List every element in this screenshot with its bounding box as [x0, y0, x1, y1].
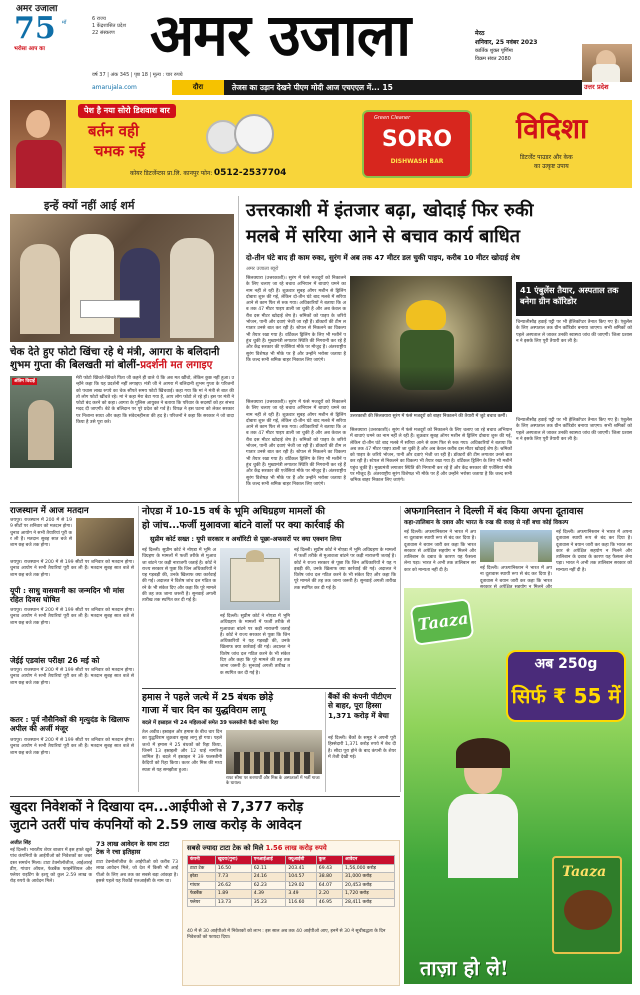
tea-slogan: ताज़ा हो ले! — [420, 956, 509, 980]
ad-line2b: चमक नई — [94, 142, 145, 160]
strip-tag: दौरा — [172, 80, 224, 95]
soro-badge: Green Cleaner — [374, 115, 411, 121]
table-cell: फेडबैंक — [188, 890, 216, 899]
hamas-headline-2[interactable]: गाजा में चार दिन का युद्धविराम लागू — [142, 705, 266, 716]
modi-photo — [582, 44, 632, 82]
table-cell: 20,453 करोड़ — [343, 881, 395, 890]
masthead — [0, 0, 640, 98]
ipo-table-footer: 40 में से 30 आईपीओ में निवेशकों को लाभ : इस साल अब तक 40 आईपीओ आए, इनमें से 30 ने सूचीबद्धता के दिन निवेशकों को फायदा दिया। — [187, 929, 386, 941]
noida-subhead: सुप्रीम कोर्ट सख्त : यूपी सरकार व अथॉरिटी से पूछा-अफसरों पर क्या एक्शन लिया — [150, 535, 342, 543]
raj-story4[interactable]: कतर : पूर्व नौसैनिकों की मृत्युदंड के खिलाफ अपील की अर्जी मंजूर — [10, 715, 130, 733]
table-cell: 38.80 — [316, 873, 342, 882]
table-header-cell: एनआईआई — [251, 856, 286, 865]
edition-point: 6 राज्य — [92, 16, 106, 22]
raj-story2[interactable]: यूपी : साधु वासवानी का जन्मदिन भी मांस रहित दिवस घोषित — [10, 586, 125, 604]
table-cell: 1,56,000 करोड़ — [343, 864, 395, 873]
strip-headline[interactable]: तेजस का उड़ान देखने पीएम मोदी आज एचएएल में... 15 — [232, 83, 393, 92]
table-row — [188, 890, 395, 899]
table-cell: 24.16 — [251, 873, 286, 882]
ipo-table-title — [187, 844, 327, 852]
lead-body-col2: सिलक्यारा (उत्तरकाशी)। सुरंग में फंसे मजदूरों को निकालने के लिए चलाए जा रहे बचाव अभियान में बाधाएं थमने का नाम नहीं ले रही हैं। शुक्रवार सुबह ऑगर मशीन से ड्रिलिंग दोबारा शुरू की गई, लेकिन दो-तीन घंटे बाद मलबे में सरिया आने से काम फिर से रुक गया। अधिकारियों ने बताया कि अब तक 47 मीटर पाइप डाली जा चुकी है और अब केवल करीब दस मीटर खोदाई शेष है। श्रमिकों को पाइप के जरिये भोजन, पानी और दवाएं भेजी जा रही हैं। डॉक्टरों की टीम लगातार उनसे बात कर रही है। स्टेपल से निकलने का विकल्प भी तैयार रखा गया है। वर्टिकल ड्रिलिंग के लिए भी मशीनें पहुंच चुकी हैं। मुख्यमंत्री लगातार स्थिति की निगरानी कर रहे हैं और केंद्र सरकार की एजेंसियां मौके पर मौजूद हैं। अंतरराष्ट्रीय सुरंग विशेषज्ञ भी मौके पर हैं और उन्होंने भरोसा जताया है कि जल्द सभी श्रमिक बाहर निकाल लिए जाएंगे। — [350, 428, 512, 484]
table-header-cell: आवेदन — [343, 856, 395, 865]
advert-taaza[interactable] — [404, 588, 632, 984]
afghan-subhead: कहा-तालिबान के दबाव और भारत के रुख की वजह से नहीं बचा कोई विकल्प — [404, 520, 569, 526]
banks-headline[interactable]: बैंकों की कंपनी पीटीएम से बाहर, पूरा हिस्सा 1,371 करोड़ में बेचा — [328, 692, 392, 720]
ipo-headline-1[interactable]: खुदरा निवेशकों ने दिखाया दम...आईपीओ से 7,377 करोड़ — [10, 800, 304, 815]
table-cell: 46.95 — [316, 898, 342, 907]
lead-body-col1b: सिलक्यारा (उत्तरकाशी)। सुरंग में फंसे मजदूरों को निकालने के लिए चलाए जा रहे बचाव अभियान में बाधाएं थमने का नाम नहीं ले रही हैं। शुक्रवार सुबह ऑगर मशीन से ड्रिलिंग दोबारा शुरू की गई, लेकिन दो-तीन घंटे बाद मलबे में सरिया आने से काम फिर से रुक गया। अधिकारियों ने बताया कि अब तक 47 मीटर पाइप डाली जा चुकी है और अब केवल करीब दस मीटर खोदाई शेष है। श्रमिकों को पाइप के जरिये भोजन, पानी और दवाएं भेजी जा रही हैं। डॉक्टरों की टीम लगातार उनसे बात कर रही है। स्टेपल से निकलने का विकल्प भी तैयार रखा गया है। वर्टिकल ड्रिलिंग के लिए भी मशीनें पहुंच चुकी हैं। मुख्यमंत्री लगातार स्थिति की निगरानी कर रहे हैं और केंद्र सरकार की एजेंसियां मौके पर मौजूद हैं। अंतरराष्ट्रीय सुरंग विशेषज्ञ भी मौके पर हैं और उन्होंने भरोसा जताया है कि जल्द सभी श्रमिक बाहर निकाल लिए जाएंगे। — [246, 400, 346, 487]
tea-model — [434, 738, 530, 878]
soro-brand: SORO — [381, 127, 453, 152]
afghan-body-3: नई दिल्ली। अफगानिस्तान ने भारत में अपना दूतावास स्थायी रूप से बंद कर दिया है। दूतावास ने बयान जारी कर कहा कि भारत सरकार से अपेक्षित सहयोग न मिलने और तालिबान के दबाव के कारण यह फैसला लेना पड़ा। भारत ने अभी तक तालिबान सरकार को मान्यता नहीं दी है। — [556, 530, 632, 573]
table-cell: इरेडा — [188, 873, 216, 882]
ipo-headline-2[interactable]: जुटाने उतरीं पांच कंपनियों को 2.59 लाख करोड़ के आवेदन — [10, 818, 302, 833]
table-row — [188, 864, 395, 873]
raj-story3[interactable]: जेईई एडवांस परीक्षा 26 मई को — [10, 656, 100, 665]
left-headline-red: प्रदर्शनी मत लगाइए — [140, 359, 213, 371]
afghan-body-1: नई दिल्ली। अफगानिस्तान ने भारत में अपना दूतावास स्थायी रूप से बंद कर दिया है। दूतावास ने बयान जारी कर कहा कि भारत सरकार से अपेक्षित सहयोग न मिलने और तालिबान के दबाव के कारण यह फैसला लेना पड़ा। भारत ने अभी तक तालिबान सरकार को मान्यता नहीं दी है। — [404, 530, 476, 573]
ad-plates — [206, 114, 276, 164]
small-tagline: माँ — [62, 20, 67, 26]
date: शनिवार, 25 नवंबर 2023 — [475, 39, 538, 46]
table-cell: 26.62 — [215, 881, 251, 890]
table-cell: 69.43 — [316, 864, 342, 873]
lead-photo — [350, 276, 512, 412]
hamas-photo-caption: राफा सीमा पर शरणार्थी और मिस्र के अस्पतालों में भर्ती गाजा के घायल। — [226, 776, 320, 787]
raj-photo — [76, 518, 134, 556]
table-cell: 1,720 करोड़ — [343, 890, 395, 899]
lead-photo-caption: उत्तरकाशी की सिलक्यारा सुरंग में फंसे मजदूरों को बाहर निकालने की तैयारी में जुटे बचाव कर्मी। — [350, 414, 507, 419]
ipo-box-body: टाटा टेक्नोलॉजीज के आईपीओ को करीब 73 लाख आवेदन मिले, जो देश में किसी भी आईपीओ के लिए अब तक का सबसे बड़ा आंकड़ा है। इससे पहले यह रिकॉर्ड एलआईसी के नाम था। — [96, 860, 178, 884]
table-row — [188, 881, 395, 890]
table-cell: 3.49 — [286, 890, 316, 899]
soro-sub: DISHWASH BAR — [390, 158, 444, 165]
table-cell: 1.89 — [215, 890, 251, 899]
edition-point: 1 केंद्रशासित प्रदेश — [92, 23, 126, 29]
soro-pack — [362, 110, 472, 178]
noida-body-1: नई दिल्ली। सुप्रीम कोर्ट ने नोएडा में भूमि अधिग्रहण के मामलों में फर्जी तरीके से मुआवजा बांटने पर कड़ी नाराजगी जताई है। कोर्ट ने राज्य सरकार से पूछा कि जिन अधिकारियों ने यह गड़बड़ी की, उनके खिलाफ क्या कार्रवाई की गई। अदालत ने विशेष जांच दल गठित करने के भी संकेत दिए और कहा कि पूरे मामले की तह तक जाना जरूरी है। सुनवाई अगली तारीख तक स्थगित कर दी गई है। — [142, 548, 216, 604]
offer-badge — [506, 650, 626, 722]
raj-body-2: जयपुर। राजस्थान में 200 में से 199 सीटों पर शनिवार को मतदान होगा। चुनाव आयोग ने सभी तैयारियां पूरी कर ली हैं। मतदान सुबह सात बजे से शाम छह बजे तक होगा। — [10, 560, 134, 578]
offer-weight: अब 250g — [534, 656, 598, 672]
lead-headline-1[interactable]: उत्तरकाशी में इंतजार बढ़ा, खोदाई फिर रुकी — [246, 200, 534, 221]
hamas-headline[interactable]: हमास ने पहले जत्थे में 25 बंधक छोड़े — [142, 692, 274, 703]
table-row — [188, 898, 395, 907]
raj-headline[interactable]: राजस्थान में आज मतदान — [10, 506, 89, 516]
ad-line2a: बर्तन वही — [88, 122, 139, 140]
table-cell: 35.23 — [251, 898, 286, 907]
ipo-byline: अजीत सिंह — [10, 840, 31, 846]
table-cell: 129.02 — [286, 881, 316, 890]
website[interactable]: amarujala.com — [92, 84, 137, 91]
left-small-photo — [10, 376, 72, 468]
noida-body-3: नई दिल्ली। सुप्रीम कोर्ट ने नोएडा में भूमि अधिग्रहण के मामलों में फर्जी तरीके से मुआवजा बांटने पर कड़ी नाराजगी जताई है। कोर्ट ने राज्य सरकार से पूछा कि जिन अधिकारियों ने यह गड़बड़ी की, उनके खिलाफ क्या कार्रवाई की गई। अदालत ने विशेष जांच दल गठित करने के भी संकेत दिए और कहा कि पूरे मामले की तह तक जाना जरूरी है। सुनवाई अगली तारीख तक स्थगित कर दी गई है। — [294, 548, 396, 591]
ad-phone: 0512-2537704 — [213, 168, 287, 178]
afghan-body-2: नई दिल्ली। अफगानिस्तान ने भारत में अपना दूतावास स्थायी रूप से बंद कर दिया है। दूतावास ने बयान जारी कर कहा कि भारत — [480, 566, 552, 584]
side-body: चिन्यालीसौड़ हवाई पट्टी पर भी हेलिकॉप्टर तैनात किए गए हैं। एंबुलेंस के लिए अस्पताल तक ग्रीन कॉरिडोर बनाया जाएगा। सभी श्रमिकों को पहले अस्पताल ले जाकर उनकी स्वास्थ्य जांच की जाएगी। जिला प्रशासन ने इसके लिए पूरी तैयारी कर ली है। — [516, 320, 632, 344]
ipo-table — [187, 855, 395, 907]
hamas-photo — [226, 730, 322, 774]
region-tag: उत्तर प्रदेश — [584, 83, 609, 91]
table-header-cell: कुल — [316, 856, 342, 865]
ad-model-photo — [10, 100, 66, 188]
offer-price: सिर्फ ₹ 55 में — [511, 684, 621, 708]
table-cell: 28,411 करोड़ — [343, 898, 395, 907]
raj-body: जयपुर। राजस्थान में 200 में से 199 सीटों पर शनिवार को मतदान होगा। चुनाव आयोग ने सभी तैयारियां पूरी कर ली हैं। मतदान सुबह सात बजे से शाम छह बजे तक होगा। — [10, 518, 72, 549]
table-cell: 13.73 — [215, 898, 251, 907]
table-cell: 31,000 करोड़ — [343, 873, 395, 882]
afghan-photo — [480, 530, 552, 562]
left-photo-tag: अंतिम विदाई — [14, 379, 35, 384]
vidisha-tag1: डिटर्जेंट पाउडर और केक — [520, 154, 573, 161]
table-cell: 62.23 — [251, 881, 286, 890]
edition-points — [92, 16, 126, 37]
noida-headline[interactable]: नोएडा में 10-15 वर्ष के भूमि अधिग्रहण मामलों की — [142, 506, 326, 517]
info-line: वर्ष 37 | अंक 345 | पृष्ठ 18 | मूल्य : चार रुपये — [92, 72, 183, 78]
raj-body-5: जयपुर। राजस्थान में 200 में से 199 सीटों पर शनिवार को मतदान होगा। चुनाव आयोग ने सभी तैयारियां पूरी कर ली हैं। मतदान सुबह सात बजे से शाम छह बजे तक होगा। — [10, 738, 134, 756]
ipo-body-1: नई दिल्ली। भारतीय शेयर बाजार में इस हफ्ते खुले पांच कंपनियों के आईपीओ को निवेशकों का जबरदस्त समर्थन मिला। टाटा टेक्नोलॉजीज, आईआरईडीए, गांधार ऑयल, फेडबैंक फाइनेंशियल और फ्लेयर राइटिंग के इश्यू को कुल 2.59 लाख करोड़ रुपये के आवेदन मिले। — [10, 848, 92, 885]
ad-company-name: कोयर डिटर्जेन्टस प्रा.लि. कानपुर फोन: — [130, 170, 213, 177]
noida-photo — [220, 548, 290, 610]
left-headline — [10, 346, 234, 372]
ipo-box-title: 73 लाख आवेदन के साथ टाटा टेक ने रचा इतिहास — [96, 840, 169, 856]
city: मेरठ — [475, 30, 485, 37]
advert-soro[interactable] — [10, 100, 632, 188]
vidisha-tag2: का उत्कृष्ट उपाय — [534, 163, 569, 170]
ipo-table-header — [188, 856, 395, 865]
noida-headline-2[interactable]: हो जांच...फर्जी मुआवजा बांटने वालों पर क्या कार्रवाई की — [142, 520, 345, 531]
vikram-samvat: विक्रम संवत 2080 — [475, 56, 511, 62]
lead-subhead: दो-तीन घंटे बाद ही काम रुका, सुरंग में अब तक 47 मीटर डल चुकी पाइप, करीब 10 मीटर खोदाई शेष — [246, 253, 520, 262]
left-story-body: मेरी फोटो खिंचते-खिंचते पिता जी कहने ही वाले थे कि अब मत खींचो, लेकिन कुछ नहीं हुआ। उन्होंने कहा कि यह प्रदर्शनी नहीं लगाइए। मंत्री जी ने आगरा में बलिदानी शुभम गुप्ता के परिजनों को पचास लाख रुपये का चेक सौंपते समय फोटो खिंचवाई। कहा गया कि मां ने मंत्री से बात की तो लोग फोटो खींचते रहे। मां ने कहा मेरा बेटा गया है, आप लोग फोटो ले रहे हो। इस पर मंत्री ने फोटो बंद करने को कहा। आगरा के पुलिस आयुक्त ने बताया कि परिवार के सदस्यों को हर संभव मदद दी जाएगी। बेटे के बलिदान पर पूरे प्रदेश को गर्व है। विपक्ष ने इस घटना को लेकर सरकार पर निशाना साधा और कहा कि संवेदनहीनता की हद है। परिजनों ने कहा कि सरकार ने जो वादा किया है उसे पूरा करे। — [76, 376, 234, 426]
taaza-logo-text: Taaza — [416, 608, 470, 635]
banks-body: नई दिल्ली। बैंकों के समूह ने अपनी पूरी हिस्सेदारी 1,371 करोड़ रुपये में बेच दी है। सौदा पूरा होने के बाद कंपनी के शेयर में तेजी देखी गई। — [328, 736, 396, 760]
taaza-logo — [410, 598, 475, 646]
table-cell: 16.50 — [215, 864, 251, 873]
table-header-cell: खुदरा(गुना) — [215, 856, 251, 865]
small-logo: अमर उजाला — [16, 4, 58, 14]
jubilee-number: 75 — [14, 11, 56, 46]
table-cell: टाटा टेक — [188, 864, 216, 873]
lead-byline: अमर उजाला ब्यूरो — [246, 266, 279, 272]
hindu-date: कार्तिक शुक्ल पूर्णिमा — [475, 48, 513, 54]
left-story-photo — [10, 214, 234, 342]
hamas-body-1: तेल अवीव। इस्राइल और हमास के बीच चार दिन का युद्धविराम शुक्रवार सुबह लागू हो गया। पहले जत्थे में हमास ने 25 बंधकों को रिहा किया, जिनमें 13 इस्राइली और 12 थाई नागरिक शामिल हैं। बदले में इस्राइल ने 39 फलस्तीनी कैदियों को रिहा किया। कतर और मिस्र की मध्यस्थता से यह समझौता हुआ। — [142, 730, 222, 773]
tea-pack — [552, 856, 622, 954]
ipo-table-title-main: सबसे ज्यादा टाटा टेक को मिले — [187, 844, 264, 852]
table-header-cell: क्यूआईबी — [286, 856, 316, 865]
vidisha-brand: विदिशा — [516, 112, 588, 145]
lead-headline-2[interactable]: मलबे में सरिया आने से बचाव कार्य बाधित — [246, 226, 520, 247]
lead-body-col3: चिन्यालीसौड़ हवाई पट्टी पर भी हेलिकॉप्टर तैनात किए गए हैं। एंबुलेंस के लिए अस्पताल तक ग्रीन कॉरिडोर बनाया जाएगा। सभी श्रमिकों को पहले अस्पताल ले जाकर उनकी स्वास्थ्य जांच की जाएगी। जिला प्रशासन ने इसके लिए पूरी तैयारी कर ली है। — [516, 418, 632, 442]
table-cell: 104.57 — [286, 873, 316, 882]
ad-company — [130, 168, 286, 179]
masthead-title: अमर उजाला — [150, 1, 411, 69]
afghan-headline[interactable]: अफगानिस्तान ने दिल्ली में बंद किया अपना दूतावास — [404, 506, 584, 517]
hamas-subhead: बदले में इस्राइल भी 24 महिलाओं समेत 39 फलस्तीनी कैदी करेगा रिहा — [142, 720, 279, 726]
left-kicker: इन्हें क्यों नहीं आई शर्म — [44, 199, 135, 212]
table-cell: फ्लेयर — [188, 898, 216, 907]
cheque-prop — [80, 300, 140, 318]
lead-body-col1: सिलक्यारा (उत्तरकाशी)। सुरंग में फंसे मजदूरों को निकालने के लिए चलाए जा रहे बचाव अभियान में बाधाएं थमने का नाम नहीं ले रही हैं। शुक्रवार सुबह ऑगर मशीन से ड्रिलिंग दोबारा शुरू की गई, लेकिन दो-तीन घंटे बाद मलबे में सरिया आने से काम फिर से रुक गया। अधिकारियों ने बताया कि अब तक 47 मीटर पाइप डाली जा चुकी है और अब केवल करीब दस मीटर खोदाई शेष है। श्रमिकों को पाइप के जरिये भोजन, पानी और दवाएं भेजी जा रही हैं। डॉक्टरों की टीम लगातार उनसे बात कर रही है। स्टेपल से निकलने का विकल्प भी तैयार रखा गया है। वर्टिकल ड्रिलिंग के लिए भी मशीनें पहुंच चुकी हैं। मुख्यमंत्री लगातार स्थिति की निगरानी कर रहे हैं और केंद्र सरकार की एजेंसियां मौके पर मौजूद हैं। अंतरराष्ट्रीय सुरंग विशेषज्ञ भी मौके पर हैं और उन्होंने भरोसा जताया है कि जल्द सभी श्रमिक बाहर निकाल लिए जाएंगे। — [246, 276, 346, 363]
ad-line1: पेश है नया सोरो डिशवाश बार — [78, 104, 176, 118]
table-cell: 203.41 — [286, 864, 316, 873]
table-cell: 62.11 — [251, 864, 286, 873]
table-cell: 116.60 — [286, 898, 316, 907]
tea-pack-brand: Taaza — [562, 864, 607, 880]
table-cell: 2.20 — [316, 890, 342, 899]
vidisha-logo — [510, 108, 628, 180]
table-cell: 4.39 — [251, 890, 286, 899]
raj-body-4: जयपुर। राजस्थान में 200 में से 199 सीटों पर शनिवार को मतदान होगा। चुनाव आयोग ने सभी तैयारियां पूरी कर ली हैं। मतदान सुबह सात बजे से शाम छह बजे तक होगा। — [10, 668, 134, 686]
ipo-table-title-red: 1.56 लाख करोड़ रुपये — [265, 844, 327, 852]
raj-body-3: जयपुर। राजस्थान में 200 में से 199 सीटों पर शनिवार को मतदान होगा। चुनाव आयोग ने सभी तैयारियां पूरी कर ली हैं। मतदान सुबह सात बजे से शाम छह बजे तक होगा। — [10, 608, 134, 626]
side-box[interactable]: 41 एंबुलेंस तैयार, अस्पताल तक बनेगा ग्रीन कॉरिडोर — [516, 282, 632, 316]
table-cell: 64.07 — [316, 881, 342, 890]
noida-body-2: नई दिल्ली। सुप्रीम कोर्ट ने नोएडा में भूमि अधिग्रहण के मामलों में फर्जी तरीके से मुआवजा बांटने पर कड़ी नाराजगी जताई है। कोर्ट ने राज्य सरकार से पूछा कि जिन अधिकारियों ने यह गड़बड़ी की, उनके खिलाफ क्या कार्रवाई की गई। अदालत ने विशेष जांच दल गठित करने के भी संकेत दिए और कहा कि पूरे मामले की तह तक जाना जरूरी है। सुनवाई अगली तारीख तक स्थगित कर दी गई है। — [220, 614, 290, 676]
table-header-cell: कंपनी — [188, 856, 216, 865]
edition-point: 22 संस्करण — [92, 30, 115, 36]
ipo-table-box — [182, 840, 400, 986]
left-headline-main: चेक देते हुए फोटो खिंचा रहे थे मंत्री, आगरा के बलिदानी शुभम गुप्ता की बिलखती मां बोलीं- — [10, 346, 220, 371]
table-cell: गांधार — [188, 881, 216, 890]
table-row — [188, 873, 395, 882]
jubilee-logo — [14, 4, 82, 54]
table-cell: 7.73 — [215, 873, 251, 882]
bottom-tag: भरोसा आप का — [14, 46, 45, 52]
